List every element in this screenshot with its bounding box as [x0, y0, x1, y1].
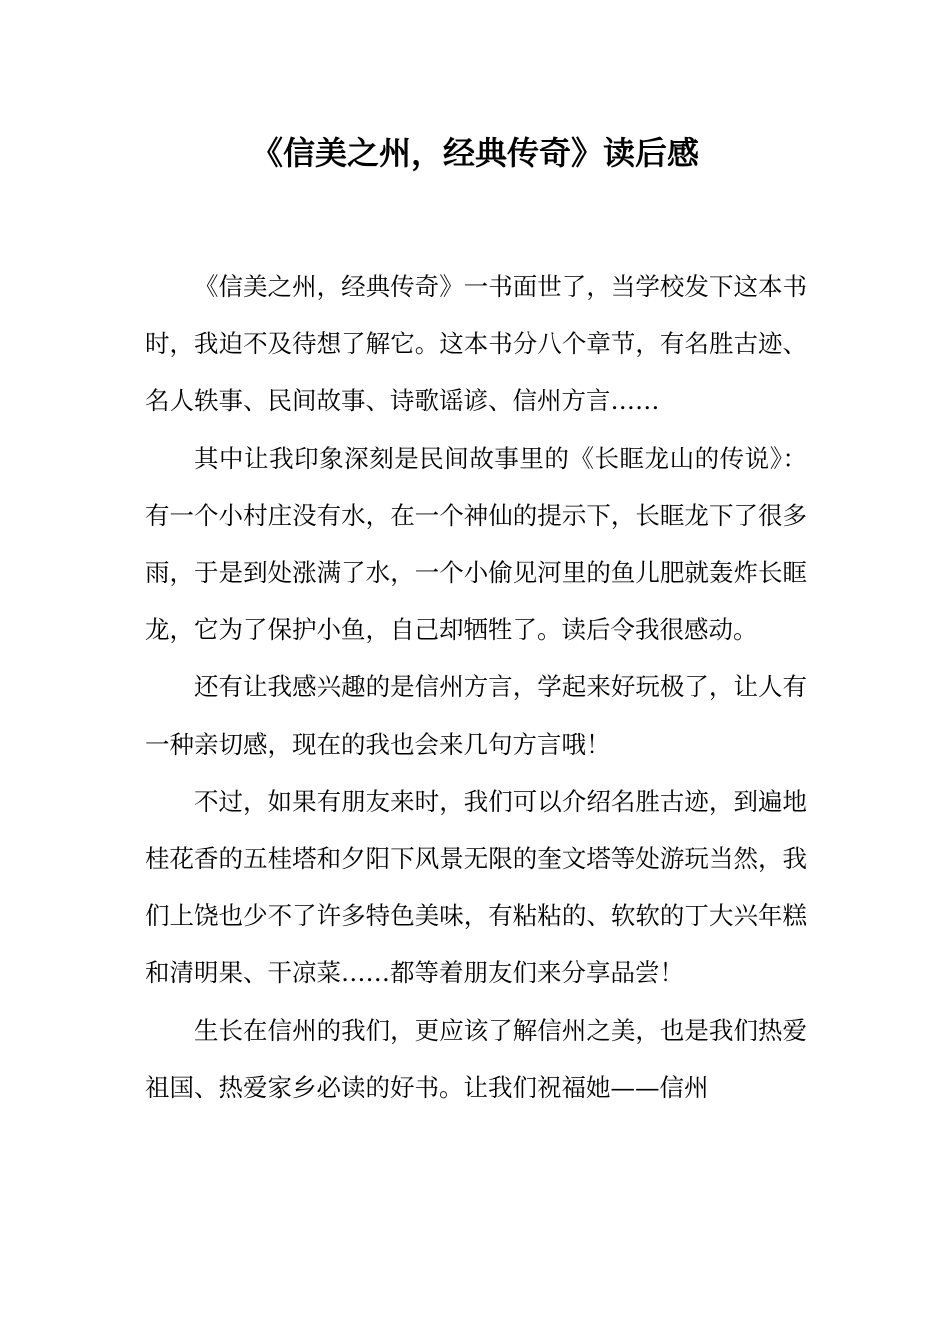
paragraph-4: 不过，如果有朋友来时，我们可以介绍名胜古迹，到遍地桂花香的五桂塔和夕阳下风景无限的奎文塔等处游玩当然，我们上饶也少不了许多特色美味，有粘粘的、软软的丁大兴年糕和清明果、干凉菜……都等着朋友们来分享品尝！	[145, 786, 807, 988]
paragraph-3: 还有让我感兴趣的是信州方言，学起来好玩极了，让人有一种亲切感，现在的我也会来几句方言哦！	[145, 672, 807, 759]
paragraph-1: 《信美之州，经典传奇》一书面世了，当学校发下这本书时，我迫不及待想了解它。这本书分八个章节，有名胜古迹、名人轶事、民间故事、诗歌谣谚、信州方言……	[145, 272, 807, 416]
document-title: 《信美之州，经典传奇》读后感	[250, 134, 699, 172]
document-body	[145, 258, 807, 1116]
paragraph-5: 生长在信州的我们，更应该了解信州之美，也是我们热爱祖国、热爱家乡必读的好书。让我们祝福她——信州	[145, 1015, 807, 1102]
paragraph-2: 其中让我印象深刻是民间故事里的《长眶龙山的传说》：有一个小村庄没有水，在一个神仙的提示下，长眶龙下了很多雨，于是到处涨满了水，一个小偷见河里的鱼儿肥就轰炸长眶龙，它为了保护小鱼，自己却牺牲了。读后令我很感动。	[145, 443, 807, 645]
